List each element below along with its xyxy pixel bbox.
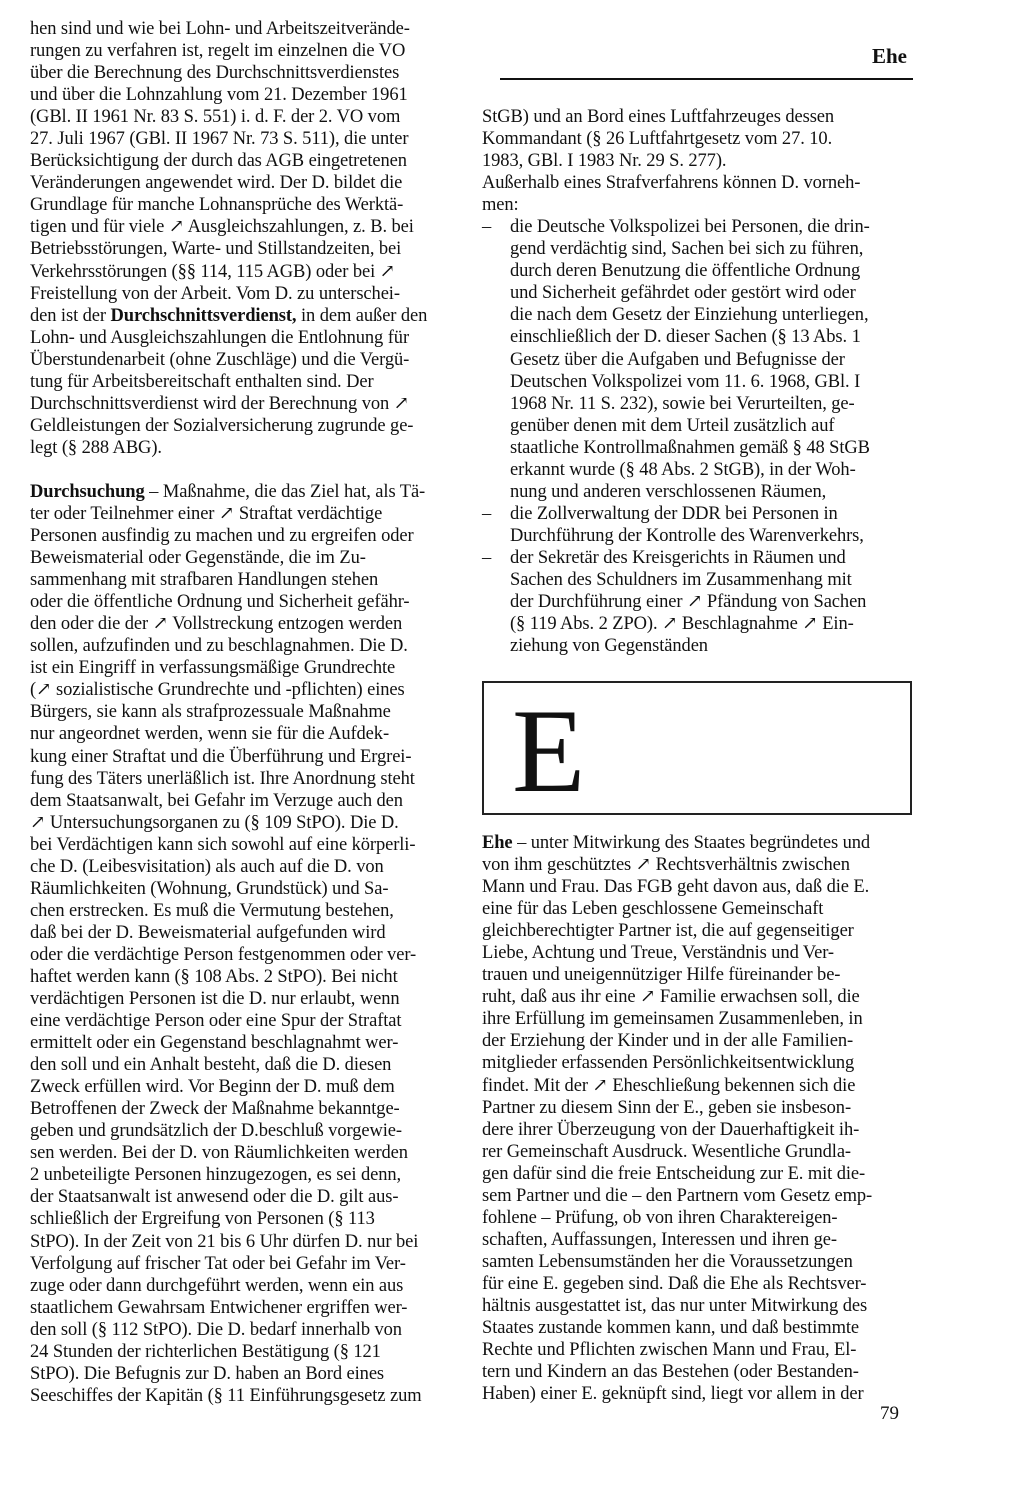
text-line: Beweismaterial oder Gegenstände, die im Zu- xyxy=(30,548,366,569)
text-line: hen sind und wie bei Lohn- und Arbeitszeitverände- xyxy=(30,19,410,39)
text-line: Räumlichkeiten (Wohnung, Grundstück) und Sa- xyxy=(30,878,389,899)
text-line: und Sicherheit gefährdet oder gestört wird oder xyxy=(510,283,856,304)
text-line: Kommandant (§ 26 Luftfahrtgesetz vom 27. 10. xyxy=(482,129,833,150)
section-letter-box xyxy=(482,681,912,815)
text-line: – der Sekretär des Kreisgerichts in Räumen und xyxy=(510,547,846,568)
text-line: gend verdächtig sind, Sachen bei sich zu führen, xyxy=(510,239,864,260)
text-line: gleichberechtigter Partner ist, die auf gegenseitiger xyxy=(482,921,854,942)
authority-list xyxy=(482,216,912,657)
text-line: Überstundenarbeit (ohne Zuschläge) und die Vergü- xyxy=(30,349,410,370)
text-line: daß bei der D. Beweismaterial aufgefunden wird xyxy=(30,922,386,943)
text-run: den ist der xyxy=(30,305,111,326)
text-line: Verkehrsstörungen (§§ 114, 115 AGB) oder bei ↗ xyxy=(30,261,396,282)
text-line: ter oder Teilnehmer einer ↗ Straftat verdächtige xyxy=(30,503,383,524)
text-line: und über die Lohnzahlung vom 21. Dezember 1961 xyxy=(30,85,408,106)
text-line: Bürgers, sie kann als strafprozessuale Maßnahme xyxy=(30,702,391,723)
entry-term: Durchsuchung xyxy=(30,481,145,502)
text-line: den oder die der ↗ Vollstreckung entzogen werden xyxy=(30,614,403,635)
text-line: den soll und ein Anhalt besteht, daß die D. diesen xyxy=(30,1055,392,1076)
text-line: Seeschiffes der Kapitän (§ 11 Einführungsgesetz zum xyxy=(30,1385,422,1406)
left-column xyxy=(30,18,460,1407)
text-line: trauen und uneigennütziger Hilfe füreinander be- xyxy=(482,965,841,986)
entry-ehe xyxy=(482,832,912,1405)
text-line: ↗ Untersuchungsorganen zu (§ 109 StPO). Die D. xyxy=(30,812,399,833)
text-run: – Maßnahme, die das Ziel hat, als Tä- xyxy=(144,481,426,502)
text-line: 1968 Nr. 11 S. 232), sowie bei Verurteilten, ge- xyxy=(510,393,855,414)
entry-term: Ehe xyxy=(482,833,513,853)
text-line xyxy=(30,305,460,327)
text-line: mitglieder erfassenden Persönlichkeitsentwicklung xyxy=(482,1053,855,1074)
text-line: der Erziehung der Kinder und in der alle Familien- xyxy=(482,1031,854,1052)
text-line: Personen ausfindig zu machen und zu ergreifen oder xyxy=(30,526,414,547)
text-line: legt (§ 288 ABG). xyxy=(30,437,162,458)
text-line: – die Zollverwaltung der DDR bei Personen in xyxy=(510,503,838,524)
text-line xyxy=(482,832,912,854)
text-line: eine für das Leben geschlossene Gemeinschaft xyxy=(482,899,824,920)
text-line: Verfolgung auf frischer Tat oder bei Gefahr im Ver- xyxy=(30,1253,406,1274)
text-line: Gesetz über die Aufgaben und Befugnisse der xyxy=(510,349,845,370)
text-line: Veränderungen angewendet wird. Der D. bildet die xyxy=(30,173,403,194)
text-run: – unter Mitwirkung des Staates begründetes und xyxy=(512,833,871,853)
text-line: der Durchführung einer ↗ Pfändung von Sachen xyxy=(510,592,867,613)
text-line: staatlichem Gewahrsam Entwichener ergriffen wer- xyxy=(30,1297,408,1318)
text-line: StPO). Die Befugnis zur D. haben an Bord eines xyxy=(30,1363,385,1384)
text-line: 2 unbeteiligte Personen hinzugezogen, es sei denn, xyxy=(30,1165,402,1186)
text-line: findet. Mit der ↗ Eheschließung bekennen sich die xyxy=(482,1075,856,1096)
text-line: Zweck erfüllen wird. Vor Beginn der D. muß dem xyxy=(30,1077,395,1098)
header-rule xyxy=(500,78,913,80)
text-line: schaften, Auffassungen, Interessen und ihren ge- xyxy=(482,1229,837,1250)
text-line: 27. Juli 1967 (GBl. II 1967 Nr. 73 S. 511), die unter xyxy=(30,129,409,150)
text-line: kung einer Straftat und die Überführung und Ergrei- xyxy=(30,746,412,767)
text-line: Haben) einer E. geknüpft sind, liegt vor allem in der xyxy=(482,1384,864,1405)
text-line: schließlich der Ergreifung von Personen (§ 113 xyxy=(30,1209,375,1230)
right-column xyxy=(482,106,912,657)
text-line: rer Gemeinschaft Ausdruck. Wesentliche Grundla- xyxy=(482,1141,851,1162)
text-line: (GBl. II 1961 Nr. 83 S. 551) i. d. F. der 2. VO vom xyxy=(30,107,401,128)
text-line: 1983, GBl. I 1983 Nr. 29 S. 277). xyxy=(482,151,727,172)
text-line: staatliche Kontrollmaßnahmen gemäß § 48 StGB xyxy=(510,437,870,458)
text-line: Deutschen Volkspolizei vom 11. 6. 1968, GBl. I xyxy=(510,371,861,392)
text-line: ermittelt oder ein Gegenstand beschlagnahmt wer- xyxy=(30,1033,399,1054)
text-line: Berücksichtigung der durch das AGB eingetretenen xyxy=(30,151,407,172)
text-line: dere ihrer Überzeugung von der Dauerhaftigkeit ih- xyxy=(482,1119,860,1140)
text-line: sollen, aufzufinden und zu beschlagnahmen. Die D. xyxy=(30,636,408,657)
text-line: Außerhalb eines Strafverfahrens können D. vorneh- xyxy=(482,173,861,194)
text-line: der Staatsanwalt ist anwesend oder die D. gilt aus- xyxy=(30,1187,399,1208)
text-line: tung für Arbeitsbereitschaft enthalten sind. Der xyxy=(30,371,374,392)
paragraph-gap xyxy=(30,459,460,481)
entry-term: Durchschnittsverdienst, xyxy=(110,305,297,326)
text-line: StGB) und an Bord eines Luftfahrzeuges dessen xyxy=(482,107,835,127)
text-line: chen erstrecken. Es muß die Vermutung bestehen, xyxy=(30,900,394,921)
text-line: samten Lebensumständen her die Voraussetzungen xyxy=(482,1251,853,1272)
text-line: StPO). In der Zeit von 21 bis 6 Uhr dürfen D. nur bei xyxy=(30,1231,419,1252)
text-line: Grundlage für manche Lohnansprüche des Werktä- xyxy=(30,195,404,216)
text-run: in dem außer den xyxy=(296,305,428,326)
text-line: für eine E. gegeben sind. Daß die Ehe als Rechtsver- xyxy=(482,1273,867,1294)
text-line: Lohn- und Ausgleichszahlungen die Entlohnung für xyxy=(30,327,410,348)
text-line: ruht, daß aus ihr eine ↗ Familie erwachsen soll, die xyxy=(482,987,860,1008)
text-line: – die Deutsche Volkspolizei bei Personen, die drin- xyxy=(510,217,870,238)
text-line: gen dafür sind die freie Entscheidung zur E. mit die- xyxy=(482,1163,866,1184)
text-line: verdächtigen Personen ist die D. nur erlaubt, wenn xyxy=(30,989,400,1010)
text-line: sammenhang mit strafbaren Handlungen stehen xyxy=(30,570,379,591)
list-item xyxy=(482,503,912,547)
text-line: dem Staatsanwalt, bei Gefahr im Verzuge auch den xyxy=(30,790,403,811)
text-line: (↗ sozialistische Grundrechte und -pflichten) eines xyxy=(30,680,405,701)
text-line: (§ 119 Abs. 2 ZPO). ↗ Beschlagnahme ↗ Ein- xyxy=(510,614,854,635)
text-line: zuge oder dann durchgeführt werden, wenn ein aus xyxy=(30,1275,404,1296)
text-line: Betriebsstörungen, Warte- und Stillstandzeiten, bei xyxy=(30,239,402,260)
text-line xyxy=(30,481,460,503)
text-line: bei Verdächtigen kann sich sowohl auf eine körperli- xyxy=(30,834,416,855)
text-line: men: xyxy=(482,195,519,216)
page-number: 79 xyxy=(880,1403,899,1424)
text-line: Mann und Frau. Das FGB geht davon aus, daß die E. xyxy=(482,877,870,898)
text-line: hältnis ausgestattet ist, das nur unter Mitwirkung des xyxy=(482,1295,868,1316)
text-line: Sachen des Schuldners im Zusammenhang mit xyxy=(510,569,852,590)
text-line: oder die öffentliche Ordnung und Sicherheit gefähr- xyxy=(30,592,410,613)
text-line: Geldleistungen der Sozialversicherung zugrunde ge- xyxy=(30,415,414,436)
text-line: sem Partner und die – den Partnern vom Gesetz emp- xyxy=(482,1185,873,1206)
text-line: Partner zu diesem Sinn der E., geben sie insbeson- xyxy=(482,1097,852,1118)
text-line: rungen zu verfahren ist, regelt im einzelnen die VO xyxy=(30,41,406,62)
text-line: oder die verdächtige Person festgenommen oder ver- xyxy=(30,944,417,965)
list-item xyxy=(482,547,912,657)
list-item xyxy=(482,216,912,503)
text-line: ziehung von Gegenständen xyxy=(510,636,708,657)
text-line: nung und anderen verschlossenen Räumen, xyxy=(510,481,827,502)
text-line: Betroffenen der Zweck der Maßnahme bekanntge- xyxy=(30,1099,400,1120)
text-line: Durchschnittsverdienst wird der Berechnung von ↗ xyxy=(30,393,410,414)
text-line: fung des Täters unerläßlich ist. Ihre Anordnung steht xyxy=(30,768,415,789)
entry-body xyxy=(482,854,912,1405)
text-line: geben und grundsätzlich der D.beschluß vorgewie- xyxy=(30,1121,402,1142)
text-line: ist ein Eingriff in verfassungsmäßige Grundrechte xyxy=(30,658,396,679)
text-line: tigen und für viele ↗ Ausgleichszahlungen, z. B. bei xyxy=(30,217,414,238)
text-line: den soll (§ 112 StPO). Die D. bedarf innerhalb von xyxy=(30,1319,402,1340)
text-line: Freistellung von der Arbeit. Vom D. zu unterschei- xyxy=(30,283,400,304)
text-line: Durchführung der Kontrolle des Warenverkehrs, xyxy=(510,525,864,546)
text-line: ihre Erfüllung im gemeinsamen Zusammenleben, in xyxy=(482,1009,863,1030)
text-line: einschließlich der D. dieser Sachen (§ 13 Abs. 1 xyxy=(510,327,861,348)
text-line: durch deren Benutzung die öffentliche Ordnung xyxy=(510,261,861,282)
text-line: über die Berechnung des Durchschnittsverdienstes xyxy=(30,63,400,84)
text-line: nur angeordnet werden, wenn sie für die Aufdek- xyxy=(30,724,390,745)
text-line: sen werden. Bei der D. von Räumlichkeiten werden xyxy=(30,1143,408,1164)
section-letter: E xyxy=(512,684,586,817)
text-line: fohlene – Prüfung, ob von ihren Charaktereigen- xyxy=(482,1207,838,1228)
text-line: Liebe, Achtung und Treue, Verständnis und Ver- xyxy=(482,943,834,964)
text-line: 24 Stunden der richterlichen Bestätigung (§ 121 xyxy=(30,1341,381,1362)
running-head: Ehe xyxy=(872,44,908,68)
text-line: Rechte und Pflichten zwischen Mann und Frau, El- xyxy=(482,1340,857,1361)
text-line: genüber denen mit dem Urteil zusätzlich auf xyxy=(510,415,835,436)
text-line: erkannt wurde (§ 48 Abs. 2 StGB), in der Woh- xyxy=(510,459,856,480)
text-line: die nach dem Gesetz der Einziehung unterliegen, xyxy=(510,305,869,326)
text-line: haftet werden kann (§ 108 Abs. 2 StPO). Bei nicht xyxy=(30,966,398,987)
text-line: che D. (Leibesvisitation) als auch auf die D. von xyxy=(30,856,384,877)
text-line: eine verdächtige Person oder eine Spur der Straftat xyxy=(30,1011,402,1032)
text-line: Staates zustande kommen kann, und daß bestimmte xyxy=(482,1318,860,1339)
right-intro xyxy=(482,106,912,216)
text-line: tern und Kindern an das Bestehen (oder Bestanden- xyxy=(482,1362,859,1383)
text-line: von ihm geschütztes ↗ Rechtsverhältnis zwischen xyxy=(482,855,850,876)
